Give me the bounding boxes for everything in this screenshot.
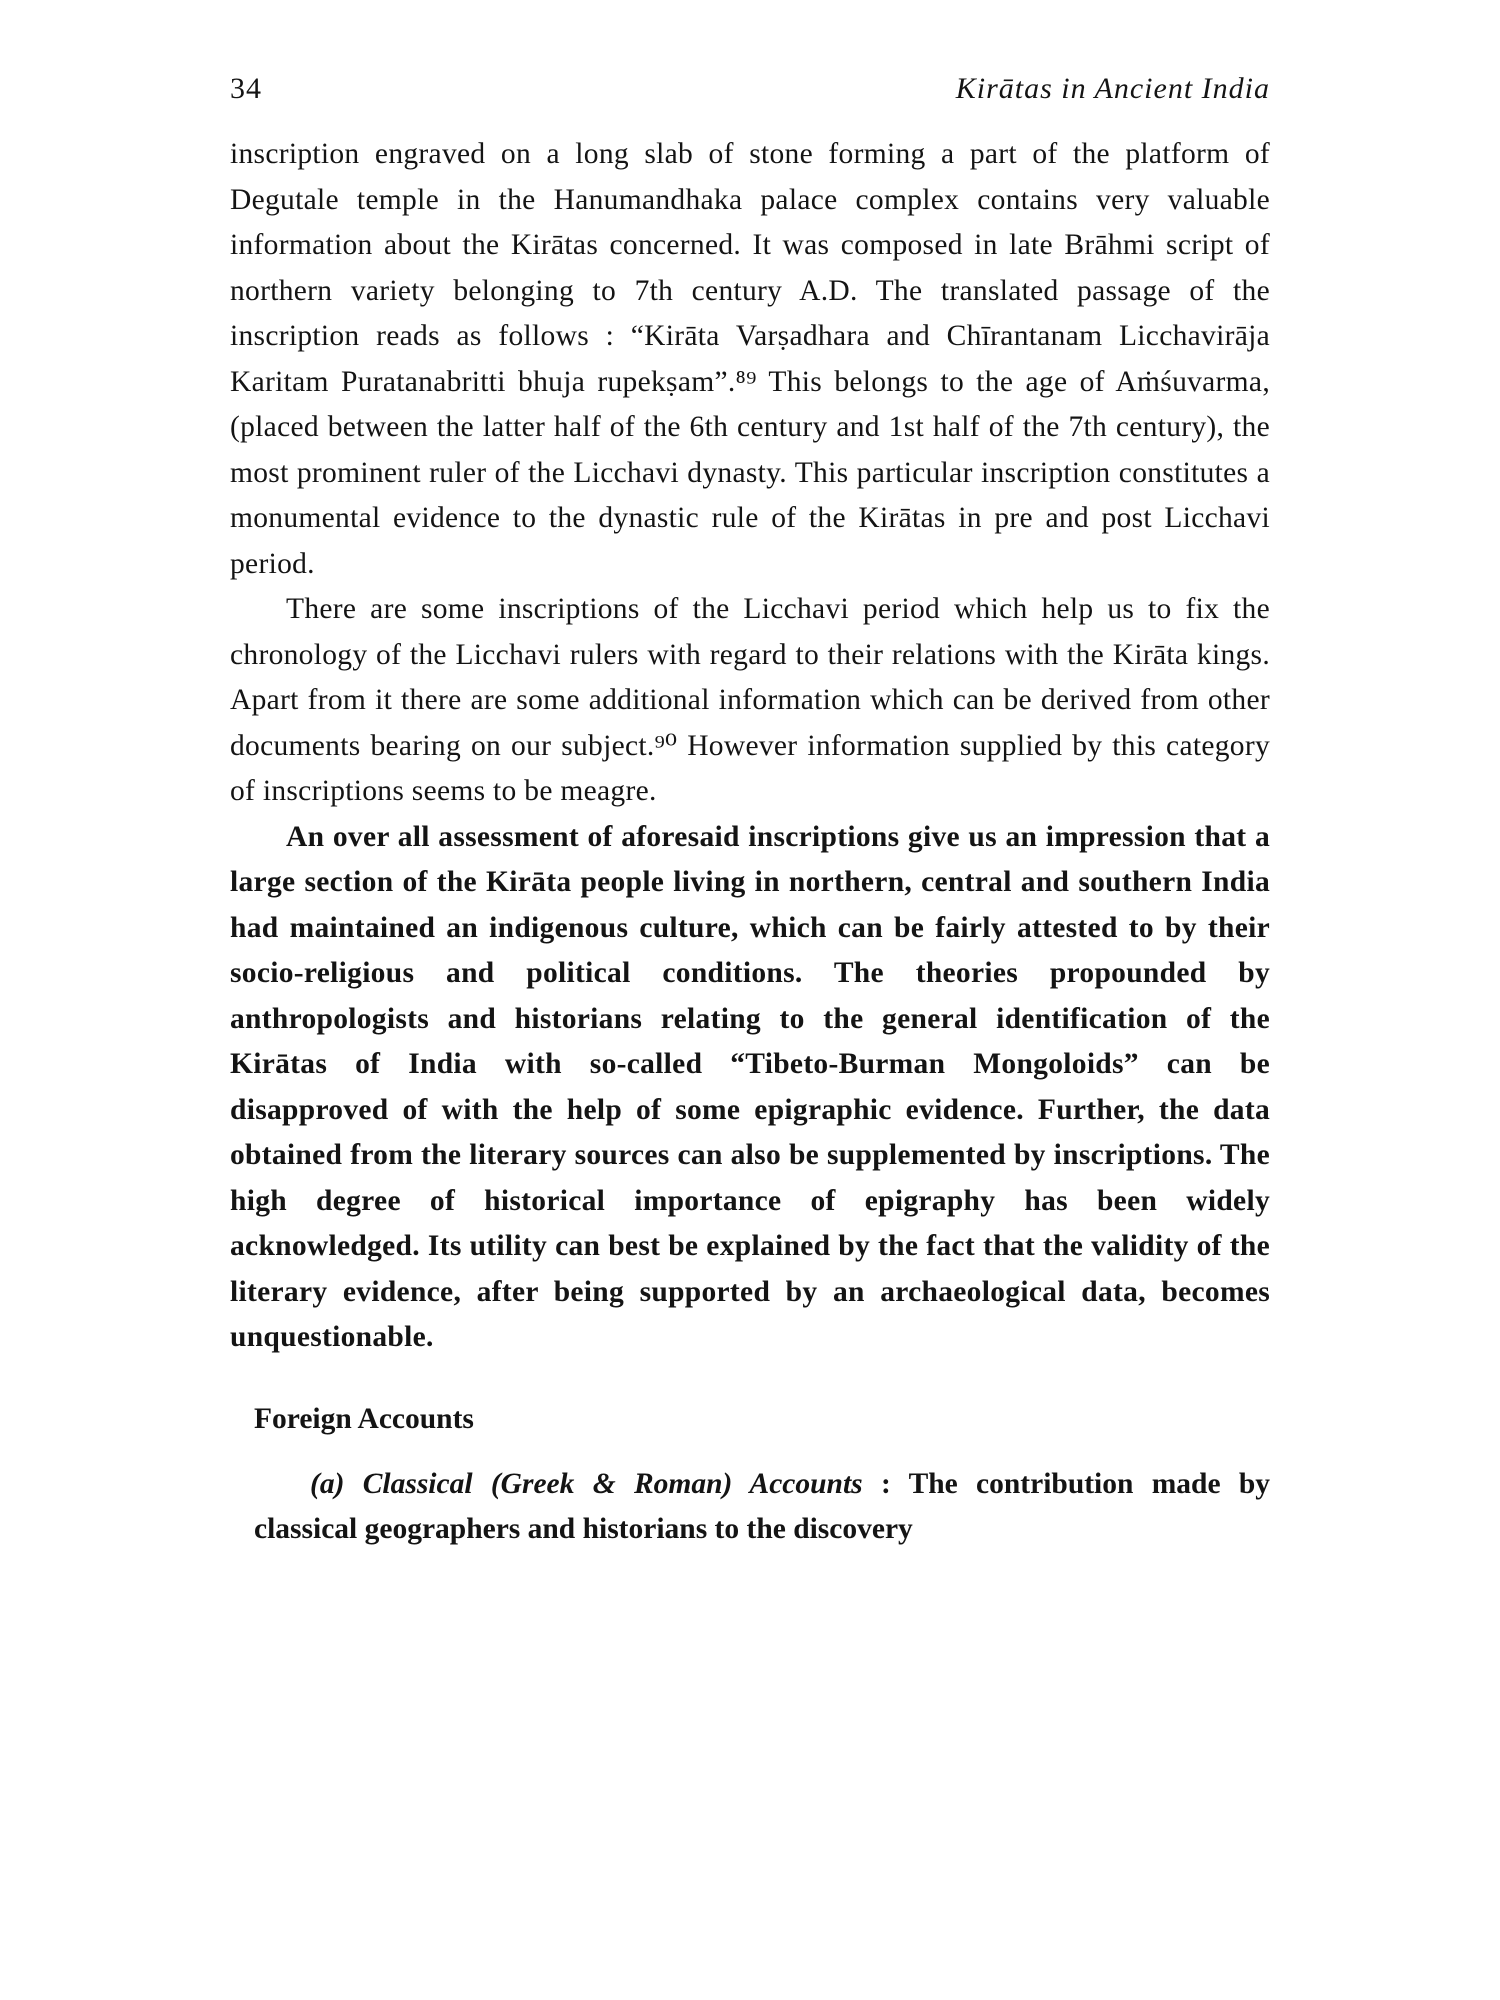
subsection-label: (a) [310,1467,345,1500]
book-page [230,72,1270,1553]
paragraph-1: inscription engraved on a long slab of stone forming a part of the platform of Degutale temple in the Hanumandhaka palace complex contains very valuable information about the Kirātas concerned. It was composed in late Brāhmi script of northern variety belonging to 7th century A.D. The translated passage of the inscription reads as follows : “Kirāta Varṣadhara and Chīrantanam Licchavirāja Karitam Puratanabritti bhuja rupekṣam”.⁸⁹ This belongs to the age of Aṁśuvarma, (placed between the latter half of the 6th century and 1st half of the 7th century), the most prominent ruler of the Licchavi dynasty. This particular inscription constitutes a monumental evidence to the dynastic rule of the Kirātas in pre and post Licchavi period. [230,138,1270,580]
section-heading: Foreign Accounts [254,1402,474,1435]
subsection-paragraph [230,1462,1270,1553]
subsection-separator: : [862,1467,909,1500]
subsection-title: Classical (Greek & Roman) Accounts [362,1467,863,1500]
page-number: 34 [230,72,262,105]
subsection-text: The contribution made by classical geographers and historians to the discovery [254,1467,1271,1545]
paragraph-3: An over all assessment of aforesaid inscriptions give us an impression that a large section of the Kirāta people living in northern, central and southern India had maintained an indigenous culture, which can be fairly attested to by their socio-religious and political conditions. The theories propounded by anthropologists and historians relating to the general identification of the Kirātas of India with so-called “Tibeto-Burman Mongoloids” can be disapproved of with the help of some epigraphic evidence. Further, the data obtained from the literary sources can also be supplemented by inscriptions. The high degree of historical importance of epigraphy has been widely acknowledged. Its utility can best be explained by the fact that the validity of the literary evidence, after being supported by an archaeological data, becomes unquestionable. [230,820,1270,1353]
running-title: Kirātas in Ancient India [955,72,1270,105]
page-header [230,72,1270,106]
paragraph-2: There are some inscriptions of the Licchavi period which help us to fix the chronology of the Licchavi rulers with regard to their relations with the Kirāta kings. Apart from it there are some additional information which can be derived from other documents bearing on our subject.⁹⁰ However information supplied by this category of inscriptions seems to be meagre. [230,593,1270,807]
subsection [230,1462,1270,1553]
body-text [230,132,1270,815]
body-text-bold [230,815,1270,1361]
